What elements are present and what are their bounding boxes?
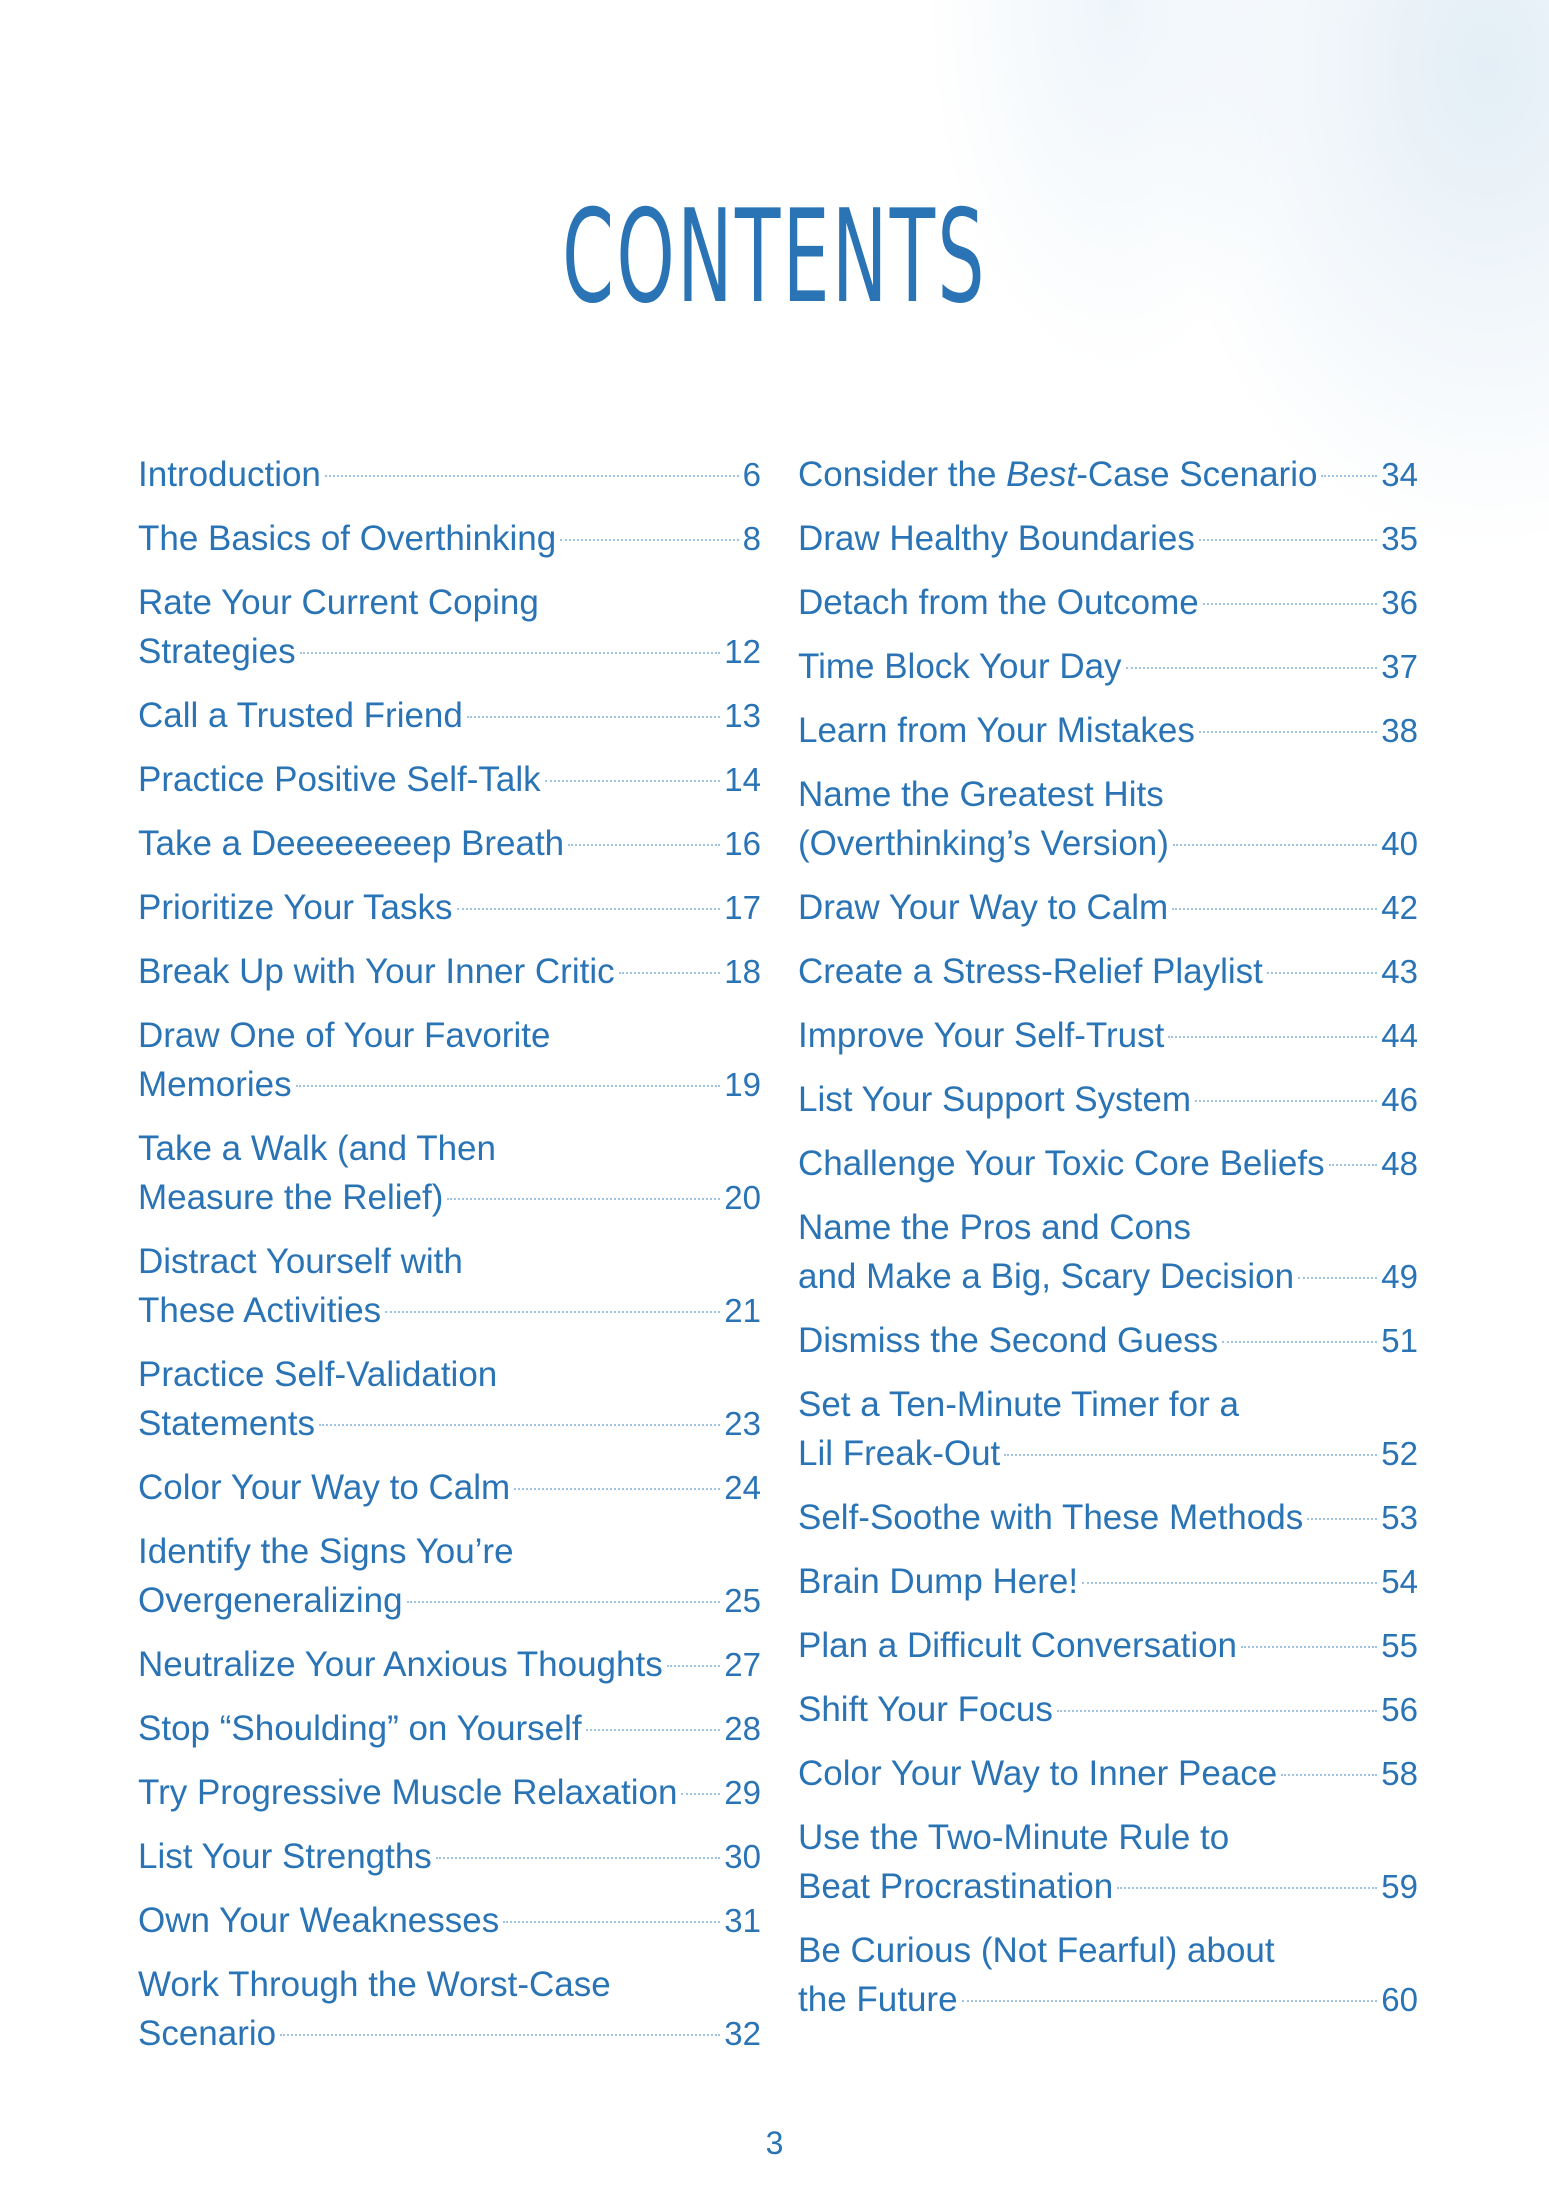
toc-page-number: 17 bbox=[724, 889, 761, 926]
toc-entry[interactable] bbox=[138, 1704, 761, 1753]
toc-entry[interactable] bbox=[138, 514, 761, 563]
dot-leader bbox=[319, 1424, 720, 1426]
dot-leader bbox=[503, 1921, 720, 1923]
toc-page-number: 28 bbox=[724, 1710, 761, 1747]
toc-entry-title: and Make a Big, Scary Decision bbox=[798, 1257, 1295, 1296]
toc-entry-row bbox=[138, 450, 761, 499]
toc-entry-row bbox=[798, 514, 1418, 563]
toc-entry-title: Color Your Way to Calm bbox=[138, 1468, 511, 1507]
toc-entry[interactable] bbox=[138, 1896, 761, 1945]
toc-entry-title-line: Rate Your Current Coping bbox=[138, 583, 539, 622]
dot-leader bbox=[1057, 1710, 1377, 1712]
toc-entry-row bbox=[138, 1173, 761, 1222]
toc-entry[interactable] bbox=[798, 578, 1418, 627]
toc-page-number: 52 bbox=[1381, 1435, 1418, 1472]
toc-entry[interactable] bbox=[798, 770, 1418, 868]
toc-left-column bbox=[138, 450, 761, 2073]
toc-page-number: 49 bbox=[1381, 1258, 1418, 1295]
toc-entry-title: List Your Support System bbox=[798, 1080, 1191, 1119]
dot-leader bbox=[467, 716, 720, 718]
toc-page-number: 18 bbox=[724, 953, 761, 990]
dot-leader bbox=[1222, 1341, 1377, 1343]
toc-entry-title bbox=[798, 450, 1317, 499]
toc-entry[interactable] bbox=[798, 1685, 1418, 1734]
dot-leader bbox=[407, 1601, 721, 1603]
toc-page-number: 12 bbox=[724, 633, 761, 670]
toc-entry-title: Draw Your Way to Calm bbox=[798, 888, 1169, 927]
toc-entry-row bbox=[138, 1896, 761, 1945]
toc-page-number: 29 bbox=[724, 1774, 761, 1811]
toc-entry-title: List Your Strengths bbox=[138, 1837, 432, 1876]
toc-entry[interactable] bbox=[138, 1350, 761, 1448]
toc-entry-title: the Future bbox=[798, 1980, 958, 2019]
toc-entry-title: Introduction bbox=[138, 455, 321, 494]
toc-entry[interactable] bbox=[138, 1011, 761, 1109]
toc-page-number: 44 bbox=[1381, 1017, 1418, 1054]
dot-leader bbox=[1307, 1518, 1377, 1520]
toc-page-number: 23 bbox=[724, 1405, 761, 1442]
toc-page-number: 43 bbox=[1381, 953, 1418, 990]
toc-entry-title: Take a Deeeeeeeep Breath bbox=[138, 824, 565, 863]
dot-leader bbox=[1126, 667, 1378, 669]
toc-entry-row bbox=[798, 1862, 1418, 1911]
toc-page-number: 8 bbox=[742, 520, 761, 557]
toc-entry-title: Detach from the Outcome bbox=[798, 583, 1199, 622]
toc-entry-title: Own Your Weaknesses bbox=[138, 1901, 500, 1940]
toc-entry-row bbox=[798, 1316, 1418, 1365]
toc-entry-row bbox=[138, 883, 761, 932]
toc-entry-row bbox=[138, 947, 761, 996]
toc-entry[interactable] bbox=[138, 1960, 761, 2058]
toc-entry-title: Statements bbox=[138, 1404, 316, 1443]
toc-entry[interactable] bbox=[138, 947, 761, 996]
toc-page-number: 59 bbox=[1381, 1868, 1418, 1905]
toc-entry-title: Improve Your Self-Trust bbox=[798, 1016, 1165, 1055]
toc-entry-title: These Activities bbox=[138, 1291, 382, 1330]
toc-entry-title-line: Take a Walk (and Then bbox=[138, 1129, 496, 1168]
dot-leader bbox=[1199, 731, 1377, 733]
toc-entry-title-line: Work Through the Worst-Case bbox=[138, 1965, 611, 2004]
toc-entry[interactable] bbox=[798, 1380, 1418, 1478]
toc-entry-row bbox=[138, 1463, 761, 1512]
toc-page-number: 38 bbox=[1381, 712, 1418, 749]
toc-page-number: 21 bbox=[724, 1292, 761, 1329]
toc-entry-title-line: Set a Ten-Minute Timer for a bbox=[798, 1385, 1239, 1424]
toc-entry[interactable] bbox=[798, 1011, 1418, 1060]
dot-leader bbox=[560, 539, 738, 541]
toc-entry-row bbox=[138, 1768, 761, 1817]
toc-entry-title: Brain Dump Here! bbox=[798, 1562, 1079, 1601]
toc-page-number: 35 bbox=[1381, 520, 1418, 557]
toc-entry[interactable] bbox=[798, 1203, 1418, 1301]
toc-entry-title-line: Name the Pros and Cons bbox=[798, 1208, 1191, 1247]
dot-leader bbox=[1321, 475, 1377, 477]
toc-entry-row bbox=[138, 2009, 761, 2058]
toc-entry-row bbox=[798, 947, 1418, 996]
toc-entry-title-line: Name the Greatest Hits bbox=[798, 775, 1164, 814]
dot-leader bbox=[681, 1793, 720, 1795]
toc-entry[interactable] bbox=[138, 1640, 761, 1689]
toc-entry-title: Create a Stress-Relief Playlist bbox=[798, 952, 1263, 991]
dot-leader bbox=[962, 2000, 1378, 2002]
toc-entry-title: Call a Trusted Friend bbox=[138, 696, 463, 735]
toc-entry[interactable] bbox=[138, 450, 761, 499]
toc-entry-title: Plan a Difficult Conversation bbox=[798, 1626, 1238, 1665]
toc-entry-row bbox=[138, 819, 761, 868]
toc-entry-title: Try Progressive Muscle Relaxation bbox=[138, 1773, 678, 1812]
toc-entry-row bbox=[798, 1011, 1418, 1060]
toc-entry-row bbox=[138, 755, 761, 804]
toc-entry-title: Practice Positive Self-Talk bbox=[138, 760, 541, 799]
toc-page-number: 13 bbox=[724, 697, 761, 734]
toc-page-number: 14 bbox=[724, 761, 761, 798]
toc-page-number: 27 bbox=[724, 1646, 761, 1683]
dot-leader bbox=[545, 780, 721, 782]
toc-page-number: 46 bbox=[1381, 1081, 1418, 1118]
toc-entry-title: Measure the Relief) bbox=[138, 1178, 444, 1217]
toc-entry-row bbox=[138, 1832, 761, 1881]
toc-entry[interactable] bbox=[138, 755, 761, 804]
toc-page-number: 53 bbox=[1381, 1499, 1418, 1536]
toc-page-number: 51 bbox=[1381, 1322, 1418, 1359]
toc-entry-title-line: Use the Two-Minute Rule to bbox=[798, 1818, 1230, 1857]
toc-page-number: 19 bbox=[724, 1066, 761, 1103]
toc-entry-title: Shift Your Focus bbox=[798, 1690, 1053, 1729]
toc-page-number: 34 bbox=[1381, 456, 1418, 493]
toc-entry[interactable] bbox=[138, 1124, 761, 1222]
toc-entry-row bbox=[798, 1621, 1418, 1670]
toc-entry[interactable] bbox=[798, 1075, 1418, 1124]
toc-entry[interactable] bbox=[798, 706, 1418, 755]
dot-leader bbox=[1329, 1164, 1378, 1166]
dot-leader bbox=[1117, 1887, 1377, 1889]
toc-entry-row bbox=[798, 1749, 1418, 1798]
dot-leader bbox=[1082, 1582, 1377, 1584]
dot-leader bbox=[325, 475, 739, 477]
toc-page-number: 16 bbox=[724, 825, 761, 862]
toc-entry-title-line: Practice Self-Validation bbox=[138, 1355, 498, 1394]
toc-entry-title: Lil Freak-Out bbox=[798, 1434, 1001, 1473]
toc-page-number: 55 bbox=[1381, 1627, 1418, 1664]
toc-entry[interactable] bbox=[798, 1926, 1418, 2024]
toc-page-number: 31 bbox=[724, 1902, 761, 1939]
toc-entry[interactable] bbox=[798, 1316, 1418, 1365]
dot-leader bbox=[447, 1198, 720, 1200]
dot-leader bbox=[568, 844, 720, 846]
toc-page-number: 30 bbox=[724, 1838, 761, 1875]
toc-entry-row bbox=[138, 691, 761, 740]
toc-entry-title: Strategies bbox=[138, 632, 296, 671]
toc-entry-row bbox=[798, 883, 1418, 932]
toc-entry-title: Stop “Shoulding” on Yourself bbox=[138, 1709, 582, 1748]
toc-page-number: 20 bbox=[724, 1179, 761, 1216]
toc-entry[interactable] bbox=[138, 578, 761, 676]
toc-entry[interactable] bbox=[138, 1527, 761, 1625]
dot-leader bbox=[514, 1488, 720, 1490]
toc-page-number: 54 bbox=[1381, 1563, 1418, 1600]
toc-entry[interactable] bbox=[138, 819, 761, 868]
toc-entry[interactable] bbox=[138, 1463, 761, 1512]
dot-leader bbox=[1281, 1774, 1377, 1776]
dot-leader bbox=[619, 972, 721, 974]
toc-entry-title-emphasis: Best bbox=[1006, 455, 1077, 494]
dot-leader bbox=[1199, 539, 1377, 541]
toc-entry[interactable] bbox=[798, 1139, 1418, 1188]
dot-leader bbox=[436, 1857, 720, 1859]
toc-entry-title-line: Identify the Signs You’re bbox=[138, 1532, 514, 1571]
toc-entry-title: (Overthinking’s Version) bbox=[798, 824, 1169, 863]
toc-entry-title: Draw Healthy Boundaries bbox=[798, 519, 1195, 558]
dot-leader bbox=[1267, 972, 1377, 974]
toc-entry-row bbox=[138, 514, 761, 563]
toc-entry[interactable] bbox=[798, 450, 1418, 499]
toc-entry-row bbox=[138, 627, 761, 676]
toc-entry[interactable] bbox=[138, 691, 761, 740]
toc-entry-title-part: -Case Scenario bbox=[1076, 455, 1318, 494]
toc-entry-title: Neutralize Your Anxious Thoughts bbox=[138, 1645, 663, 1684]
dot-leader bbox=[1203, 603, 1378, 605]
toc-entry-row bbox=[138, 1060, 761, 1109]
toc-entry-title: Break Up with Your Inner Critic bbox=[138, 952, 615, 991]
toc-entry-row bbox=[138, 1286, 761, 1335]
toc-entry-title: Dismiss the Second Guess bbox=[798, 1321, 1219, 1360]
toc-entry-row bbox=[798, 450, 1418, 499]
toc-entry-title-line: Distract Yourself with bbox=[138, 1242, 463, 1281]
toc-entry-row bbox=[798, 1429, 1418, 1478]
toc-page-number: 48 bbox=[1381, 1145, 1418, 1182]
page-number: 3 bbox=[765, 2125, 784, 2161]
toc-entry-title: Color Your Way to Inner Peace bbox=[798, 1754, 1278, 1793]
toc-entry[interactable] bbox=[798, 642, 1418, 691]
dot-leader bbox=[1004, 1454, 1377, 1456]
toc-entry-row bbox=[798, 1252, 1418, 1301]
toc-right-column bbox=[798, 450, 1418, 2039]
toc-entry-title: Prioritize Your Tasks bbox=[138, 888, 453, 927]
toc-entry-row bbox=[138, 1640, 761, 1689]
dot-leader bbox=[385, 1311, 720, 1313]
toc-page-number: 58 bbox=[1381, 1755, 1418, 1792]
toc-entry-row bbox=[798, 1075, 1418, 1124]
toc-entry-title: Scenario bbox=[138, 2014, 277, 2053]
toc-page-number: 60 bbox=[1381, 1981, 1418, 2018]
toc-entry-row bbox=[138, 1704, 761, 1753]
toc-entry[interactable] bbox=[138, 1768, 761, 1817]
toc-entry-title: Beat Procrastination bbox=[798, 1867, 1114, 1906]
toc-entry[interactable] bbox=[798, 1557, 1418, 1606]
dot-leader bbox=[1298, 1277, 1377, 1279]
toc-entry-row bbox=[798, 1139, 1418, 1188]
toc-entry-title: Learn from Your Mistakes bbox=[798, 711, 1195, 750]
toc-entry-title: Overgeneralizing bbox=[138, 1581, 403, 1620]
page-title: CONTENTS bbox=[562, 183, 987, 332]
toc-entry-row bbox=[798, 1557, 1418, 1606]
toc-entry-row bbox=[798, 1975, 1418, 2024]
toc-entry-row bbox=[798, 1493, 1418, 1542]
toc-entry-row bbox=[798, 642, 1418, 691]
toc-page-number: 24 bbox=[724, 1469, 761, 1506]
dot-leader bbox=[1195, 1100, 1377, 1102]
toc-page-number: 40 bbox=[1381, 825, 1418, 862]
toc-page-number: 56 bbox=[1381, 1691, 1418, 1728]
toc-page-number: 6 bbox=[742, 456, 761, 493]
toc-entry[interactable] bbox=[798, 1621, 1418, 1670]
toc-entry[interactable] bbox=[138, 1832, 761, 1881]
toc-entry-row bbox=[798, 578, 1418, 627]
toc-entry-title: Challenge Your Toxic Core Beliefs bbox=[798, 1144, 1325, 1183]
toc-page-number: 37 bbox=[1381, 648, 1418, 685]
toc-entry-row bbox=[798, 1685, 1418, 1734]
toc-entry[interactable] bbox=[798, 1493, 1418, 1542]
dot-leader bbox=[1173, 844, 1377, 846]
toc-entry-title: The Basics of Overthinking bbox=[138, 519, 557, 558]
dot-leader bbox=[280, 2034, 720, 2036]
toc-entry-title: Memories bbox=[138, 1065, 292, 1104]
toc-entry[interactable] bbox=[798, 514, 1418, 563]
toc-page-number: 42 bbox=[1381, 889, 1418, 926]
dot-leader bbox=[586, 1729, 721, 1731]
dot-leader bbox=[457, 908, 721, 910]
toc-page-number: 32 bbox=[724, 2015, 761, 2052]
toc-entry-title-line: Be Curious (Not Fearful) about bbox=[798, 1931, 1275, 1970]
toc-entry[interactable] bbox=[798, 947, 1418, 996]
toc-entry-title: Self-Soothe with These Methods bbox=[798, 1498, 1304, 1537]
toc-entry[interactable] bbox=[798, 1749, 1418, 1798]
toc-entry[interactable] bbox=[138, 1237, 761, 1335]
toc-entry[interactable] bbox=[138, 883, 761, 932]
toc-entry-row bbox=[138, 1576, 761, 1625]
dot-leader bbox=[1241, 1646, 1377, 1648]
toc-page-number: 25 bbox=[724, 1582, 761, 1619]
toc-entry-row bbox=[138, 1399, 761, 1448]
toc-entry-title-part: Consider the bbox=[798, 455, 1007, 494]
toc-entry-row bbox=[798, 706, 1418, 755]
toc-entry[interactable] bbox=[798, 883, 1418, 932]
dot-leader bbox=[667, 1665, 721, 1667]
toc-entry[interactable] bbox=[798, 1813, 1418, 1911]
toc-entry-title: Time Block Your Day bbox=[798, 647, 1122, 686]
dot-leader bbox=[300, 652, 721, 654]
toc-entry-row bbox=[798, 819, 1418, 868]
dot-leader bbox=[296, 1085, 721, 1087]
dot-leader bbox=[1172, 908, 1377, 910]
toc-entry-title-line: Draw One of Your Favorite bbox=[138, 1016, 551, 1055]
toc-page-number: 36 bbox=[1381, 584, 1418, 621]
dot-leader bbox=[1168, 1036, 1377, 1038]
